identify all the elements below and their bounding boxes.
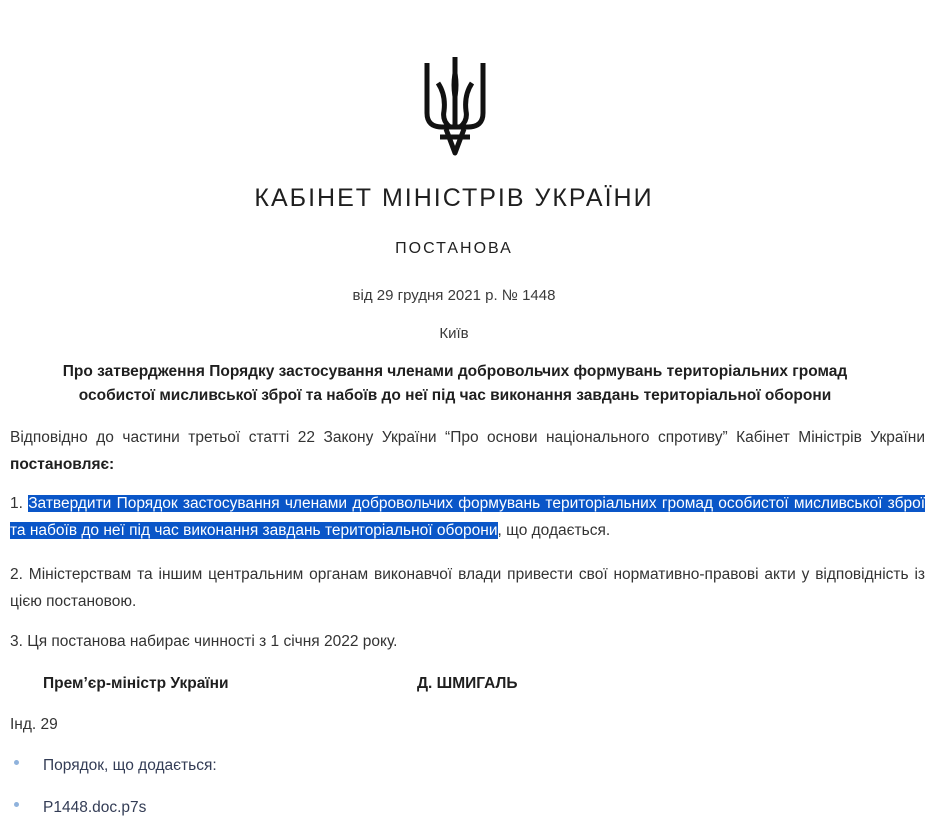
preamble-paragraph <box>10 424 925 478</box>
trident-icon <box>422 55 488 157</box>
attachment-link[interactable] <box>14 799 146 817</box>
clause-1-tail: , що додається. <box>497 522 611 539</box>
attachment-label[interactable]: Порядок, що додається: <box>43 757 217 774</box>
signature-name: Д. ШМИГАЛЬ <box>417 675 518 692</box>
page-title: КАБІНЕТ МІНІСТРІВ УКРАЇНИ <box>254 184 654 212</box>
document-type: ПОСТАНОВА <box>395 240 513 257</box>
document-city: Київ <box>439 325 469 342</box>
signature-position: Прем’єр-міністр України <box>43 675 229 692</box>
bullet-icon <box>14 760 19 765</box>
clause-3: 3. Ця постанова набирає чинності з 1 січня 2022 року. <box>10 633 398 650</box>
clause-1 <box>10 490 925 544</box>
clause-1-number: 1. <box>10 495 29 512</box>
heading-line-2: особистої мисливської зброї та набоїв до неї під час виконання завдань територіальної оборони <box>78 387 832 404</box>
document-index: Інд. 29 <box>10 716 58 733</box>
attachment-label[interactable]: P1448.doc.p7s <box>43 799 147 816</box>
document-date: від 29 грудня 2021 р. № 1448 <box>352 287 556 304</box>
heading-line-1: Про затвердження Порядку застосування членами добровольчих формувань територіальних громад <box>62 363 848 380</box>
document-heading <box>30 360 880 408</box>
bullet-icon <box>14 802 19 807</box>
attachment-link[interactable] <box>14 757 217 775</box>
clause-2: 2. Міністерствам та іншим центральним органам виконавчої влади привести свої нормативно-правові акти у відповідність із цією постановою. <box>10 566 925 610</box>
preamble-text: Відповідно до частини третьої статті 22 Закону України “Про основи національного спротиву” Кабінет Міністрів України <box>10 429 925 446</box>
selected-text[interactable]: Затвердити Порядок застосування членами добровольчих формувань територіальних громад особистої мисливської зброї та набоїв до неї під час виконання завдань територіальної оборони <box>10 495 925 539</box>
preamble-bold: постановляє: <box>10 456 115 473</box>
